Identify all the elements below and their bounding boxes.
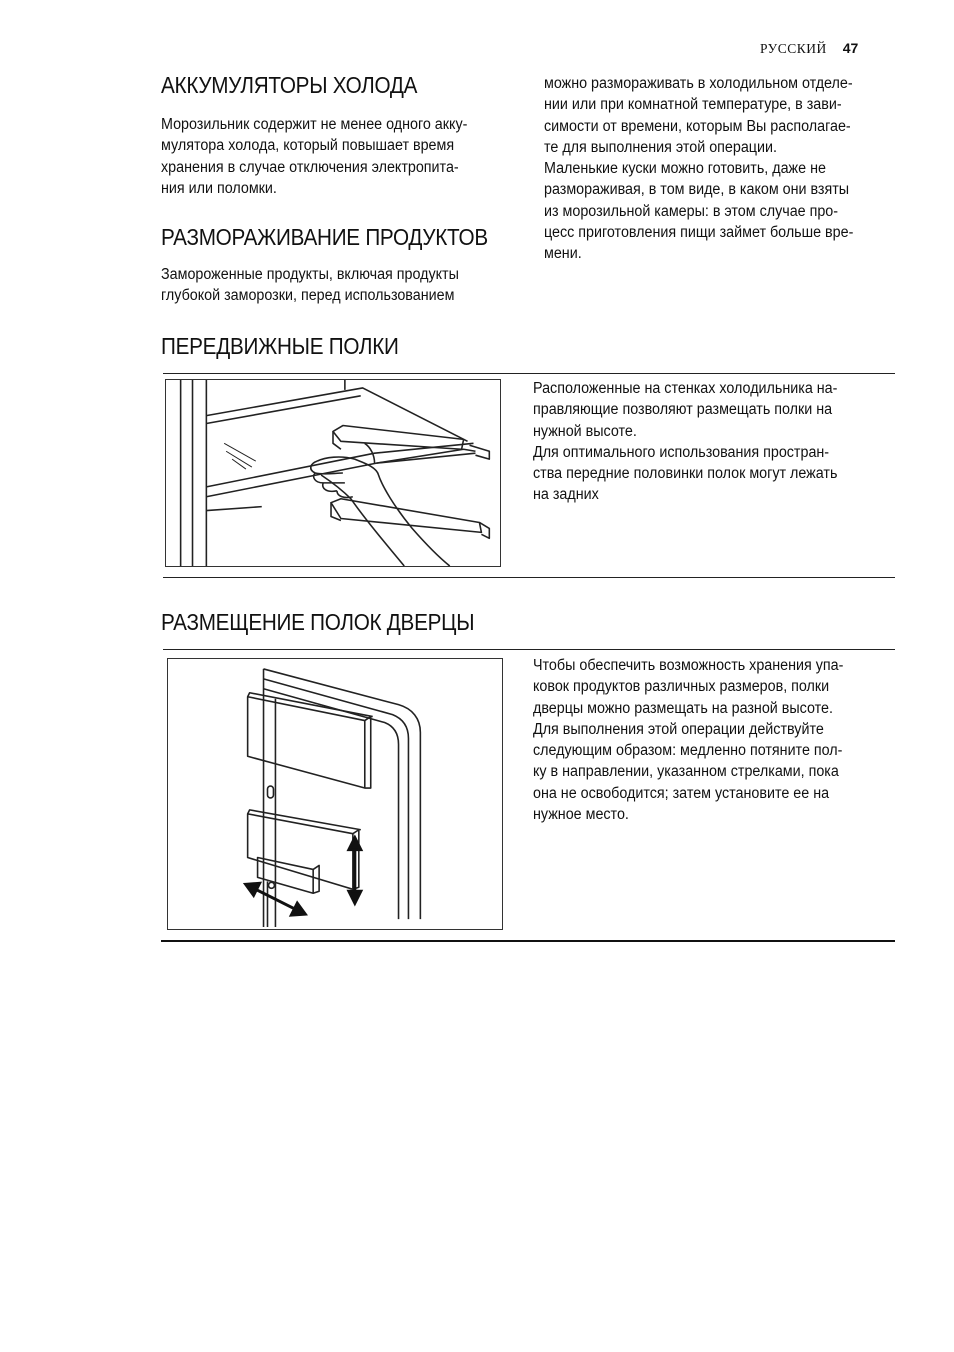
body-line: Для выполнения этой операции действуйте [533, 720, 824, 738]
body-line: размораживая, в том виде, в каком они взяты [544, 181, 850, 199]
body-line: она не освободится; затем установите ее на [533, 784, 830, 802]
body-line: из морозильной камеры: в этом случае про- [544, 202, 839, 220]
section-title-cold-packs: АККУМУЛЯТОРЫ ХОЛОДА [161, 72, 418, 98]
body-line: симости от времени, которым Вы располагае- [544, 117, 851, 135]
body-line: ния или поломки. [161, 179, 277, 197]
body-line: нужное место. [533, 806, 629, 824]
section-divider [163, 649, 895, 650]
running-header [760, 40, 890, 57]
body-line: на задних [533, 486, 599, 504]
body-line: ковок продуктов различных размеров, полки [533, 678, 830, 696]
shelf-hand-drawing [166, 380, 500, 566]
section-divider [163, 577, 895, 578]
door-shelf-drawing [168, 659, 502, 929]
body-line: нужной высоте. [533, 422, 637, 440]
door-shelves-body [533, 655, 867, 825]
section-divider-end [161, 940, 895, 942]
body-line: Расположенные на стенках холодильника на- [533, 380, 838, 397]
body-line: дверцы можно размещать на разной высоте. [533, 699, 833, 717]
section-title-movable-shelves: ПЕРЕДВИЖНЫЕ ПОЛКИ [161, 333, 399, 359]
body-line: можно размораживать в холодильном отделе- [544, 75, 853, 92]
body-line: хранения в случае отключения электропита- [161, 158, 459, 176]
body-line: Морозильник содержит не менее одного акку- [161, 116, 468, 133]
section-title-thawing: РАЗМОРАЖИВАНИЕ ПРОДУКТОВ [161, 224, 488, 250]
movable-shelves-body [533, 378, 860, 506]
thawing-body-continued [544, 73, 877, 265]
body-line: ства передние половинки полок могут лежать [533, 465, 838, 483]
body-line: Чтобы обеспечить возможность хранения упа- [533, 657, 844, 674]
header-language: РУССКИЙ [760, 41, 827, 56]
body-line: Маленькие куски можно готовить, даже не [544, 160, 826, 178]
body-line: глубокой заморозки, перед использованием [161, 287, 455, 305]
body-line: правляющие позволяют размещать полки на [533, 401, 833, 419]
body-line: Для оптимального использования простран- [533, 443, 830, 461]
body-line: следующим образом: медленно потяните пол- [533, 742, 843, 760]
body-line: нии или при комнатной температуре, в зави- [544, 96, 842, 114]
thawing-body [161, 264, 481, 307]
body-line: мени. [544, 245, 582, 263]
movable-shelf-illustration [165, 379, 501, 567]
body-line: цесс приготовления пищи займет больше вре- [544, 224, 854, 242]
body-line: ку в направлении, указанном стрелками, пока [533, 763, 839, 781]
body-line: мулятора холода, который повышает время [161, 137, 455, 155]
body-line: те для выполнения этой операции. [544, 138, 777, 156]
section-title-door-shelves: РАЗМЕЩЕНИЕ ПОЛОК ДВЕРЦЫ [161, 609, 475, 635]
body-line: Замороженные продукты, включая продукты [161, 266, 459, 283]
cold-packs-body [161, 114, 490, 199]
door-shelf-illustration [167, 658, 503, 930]
section-divider [163, 373, 895, 374]
page-number: 47 [842, 40, 859, 56]
